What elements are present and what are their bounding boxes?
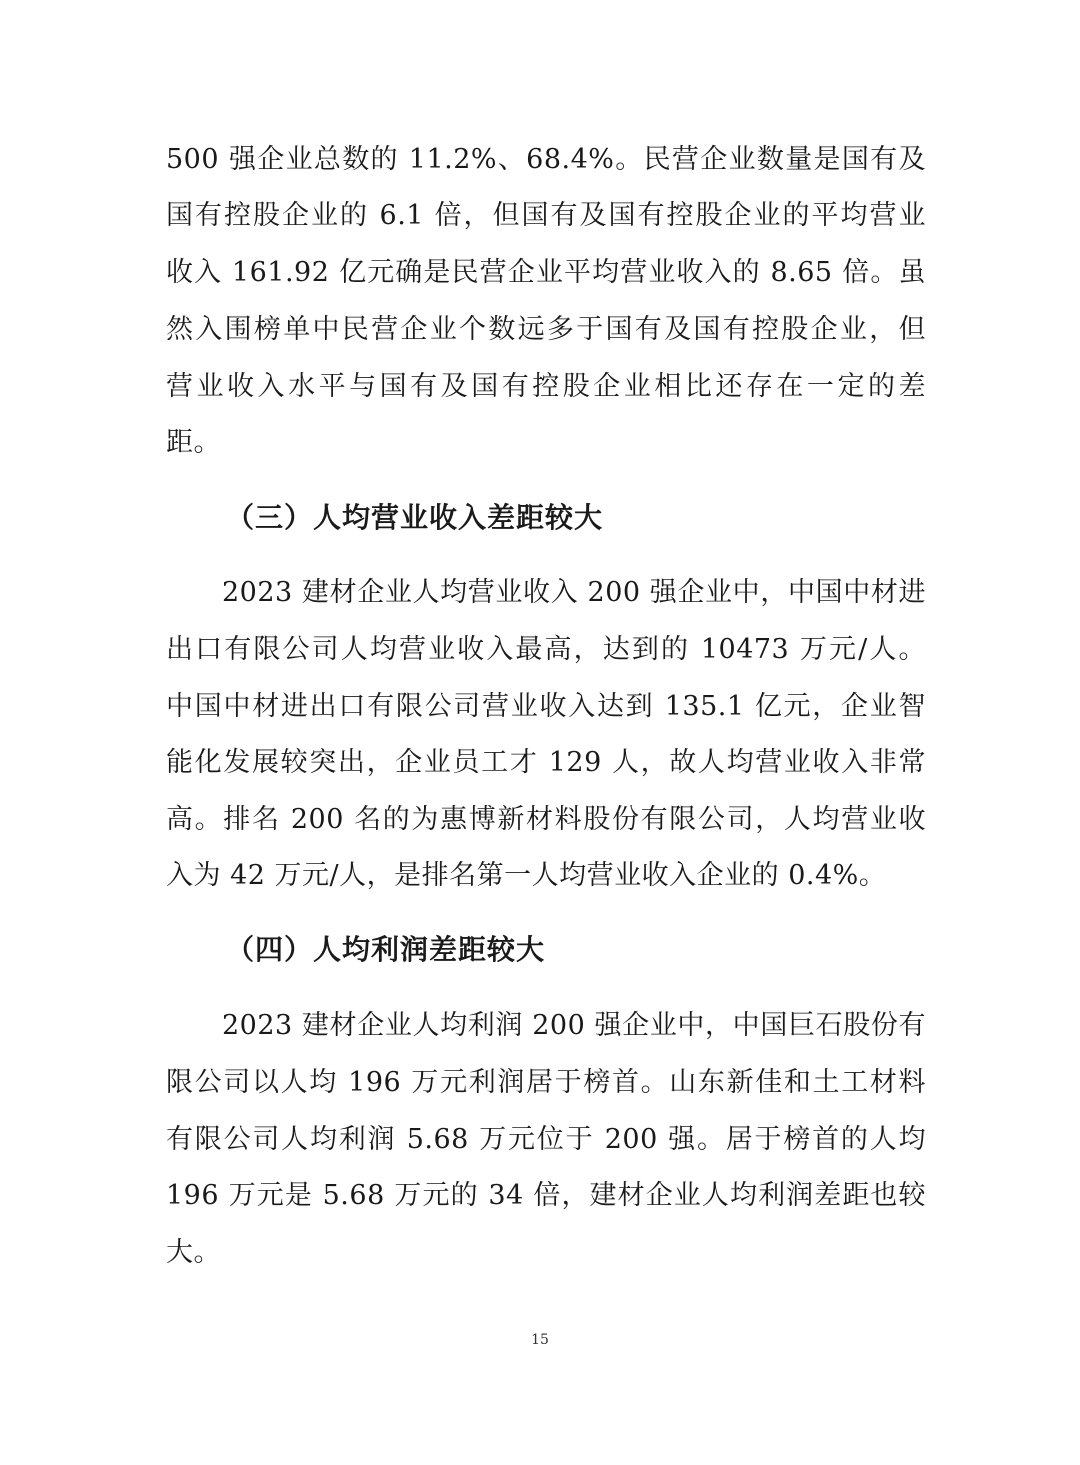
paragraph-line: 196 万元是 5.68 万元的 34 倍，建材企业人均利润差距也较 <box>166 1180 926 1211</box>
paragraph-line: 中国中材进出口有限公司营业收入达到 135.1 亿元，企业智 <box>166 691 926 722</box>
paragraph-line: 入为 42 万元/人，是排名第一人均营业收入企业的 0.4%。 <box>166 860 887 891</box>
paragraph-line: 高。排名 200 名的为惠博新材料股份有限公司，人均营业收 <box>166 804 926 835</box>
page-number: 15 <box>531 1332 549 1348</box>
paragraph-line: 然入围榜单中民营企业个数远多于国有及国有控股企业，但 <box>166 314 926 345</box>
paragraph-line: 收入 161.92 亿元确是民营企业平均营业收入的 8.65 倍。虽 <box>166 257 926 288</box>
paragraph-line: 有限公司人均利润 5.68 万元位于 200 强。居于榜首的人均 <box>166 1124 926 1155</box>
section-heading-3: （三）人均营业收入差距较大 <box>226 501 604 534</box>
paragraph-line: 500 强企业总数的 11.2%、68.4%。民营企业数量是国有及 <box>166 144 926 175</box>
paragraph-line: 2023 建材企业人均营业收入 200 强企业中，中国中材进 <box>222 577 926 608</box>
section-heading-4: （四）人均利润差距较大 <box>226 933 546 966</box>
paragraph-line: 出口有限公司人均营业收入最高，达到的 10473 万元/人。 <box>166 634 926 665</box>
paragraph-line: 2023 建材企业人均利润 200 强企业中，中国巨石股份有 <box>222 1010 926 1041</box>
paragraph-line: 国有控股企业的 6.1 倍，但国有及国有控股企业的平均营业 <box>166 200 926 231</box>
paragraph-line: 能化发展较突出，企业员工才 129 人，故人均营业收入非常 <box>166 747 926 778</box>
paragraph-line: 大。 <box>166 1237 221 1268</box>
paragraph-line: 限公司以人均 196 万元利润居于榜首。山东新佳和土工材料 <box>166 1067 926 1098</box>
paragraph-line: 营业收入水平与国有及国有控股企业相比还存在一定的差 <box>166 371 926 402</box>
paragraph-line: 距。 <box>166 427 221 458</box>
